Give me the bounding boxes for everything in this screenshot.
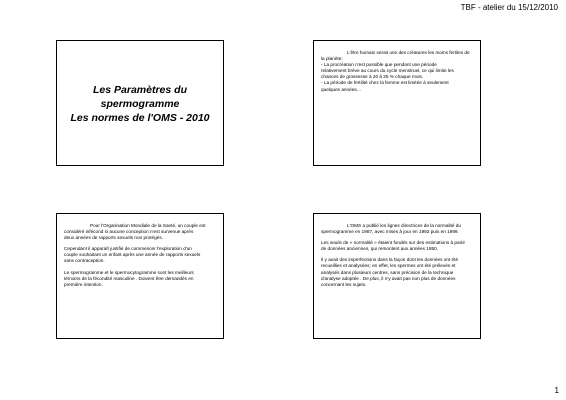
text-line: de données anciennes, qui remontent aux années 1950. bbox=[321, 246, 439, 252]
slide-1-title-text bbox=[57, 83, 223, 125]
text-line: couple souhaitant un enfant après une année de rapports sexuels bbox=[64, 252, 201, 258]
slide-2-fertility bbox=[313, 40, 481, 166]
slide-3-body bbox=[64, 223, 217, 288]
paragraph bbox=[321, 240, 474, 252]
paragraph bbox=[64, 223, 217, 241]
slide-1-title bbox=[56, 40, 224, 166]
text-line: Il y avait des imperfections dans la façon dont les données ont été bbox=[321, 257, 459, 263]
text-line: d'analyse adoptée . De plus, il n'y avait pas non plus de données bbox=[321, 275, 456, 281]
slide-4-oms-history bbox=[313, 213, 481, 339]
text-line: quelques années… bbox=[321, 86, 362, 92]
paragraph bbox=[321, 223, 474, 235]
text-line: concernant les sujets. bbox=[321, 281, 367, 287]
text-line: Pour l'Organisation Mondiale de la Santé, un couple est bbox=[90, 223, 206, 228]
text-line: témoins de la fécondité masculine . Doivent être demandés en bbox=[64, 275, 194, 281]
title-line-1: Les Paramètres du spermogramme bbox=[93, 84, 187, 110]
text-line: Les seuils de « normalité » étaient fondés sur des estimations à partir bbox=[321, 240, 466, 246]
paragraph bbox=[321, 50, 474, 93]
text-line: Le spermogramme et le spermocytogramme sont les meilleurs bbox=[64, 269, 194, 275]
slide-3-oms-definition bbox=[56, 213, 224, 339]
text-line: analysés dans plusieurs centres, sans précision de la technique bbox=[321, 269, 454, 275]
document-header: TBF - atelier du 15/12/2010 bbox=[460, 3, 558, 12]
text-line: sans contraception. bbox=[64, 258, 105, 264]
text-line: spermogramme en 1987, avec mises à jour en 1992 puis en 1999. bbox=[321, 229, 459, 235]
slide-4-body bbox=[321, 223, 474, 288]
text-line: considéré infécond si aucune conception n'est survenue après bbox=[64, 229, 194, 235]
text-line: Cependant il apparaît justifié de commencer l'exploration d'un bbox=[64, 246, 192, 252]
text-line: - La période de fertilité chez la femme est limitée à seulement bbox=[321, 80, 449, 86]
text-line: relativement brève au cours du cycle menstruel, ce qui limite les bbox=[321, 68, 454, 74]
page-number: 1 bbox=[554, 386, 559, 395]
text-line: chances de grossesse à 20 à 25 % chaque mois. bbox=[321, 74, 424, 80]
slide-2-body bbox=[321, 50, 474, 93]
text-line: recueillies et analysées; en effet, les spermes ont été prélevés et bbox=[321, 263, 456, 269]
paragraph bbox=[64, 246, 217, 264]
text-line: L'OMS a publié les lignes directrices de la normalité du bbox=[347, 223, 461, 228]
text-line: deux années de rapports sexuels non protégés. bbox=[64, 235, 164, 241]
text-line: première intention. bbox=[64, 281, 103, 287]
text-line: - La procréation n'est possible que pendant une période bbox=[321, 62, 437, 68]
text-line: L'être humain serait une des créatures les moins fertiles de bbox=[347, 50, 470, 55]
paragraph bbox=[321, 257, 474, 287]
text-line: la planète; bbox=[321, 56, 343, 62]
paragraph bbox=[64, 270, 217, 288]
title-line-2: Les normes de l'OMS - 2010 bbox=[70, 112, 210, 124]
